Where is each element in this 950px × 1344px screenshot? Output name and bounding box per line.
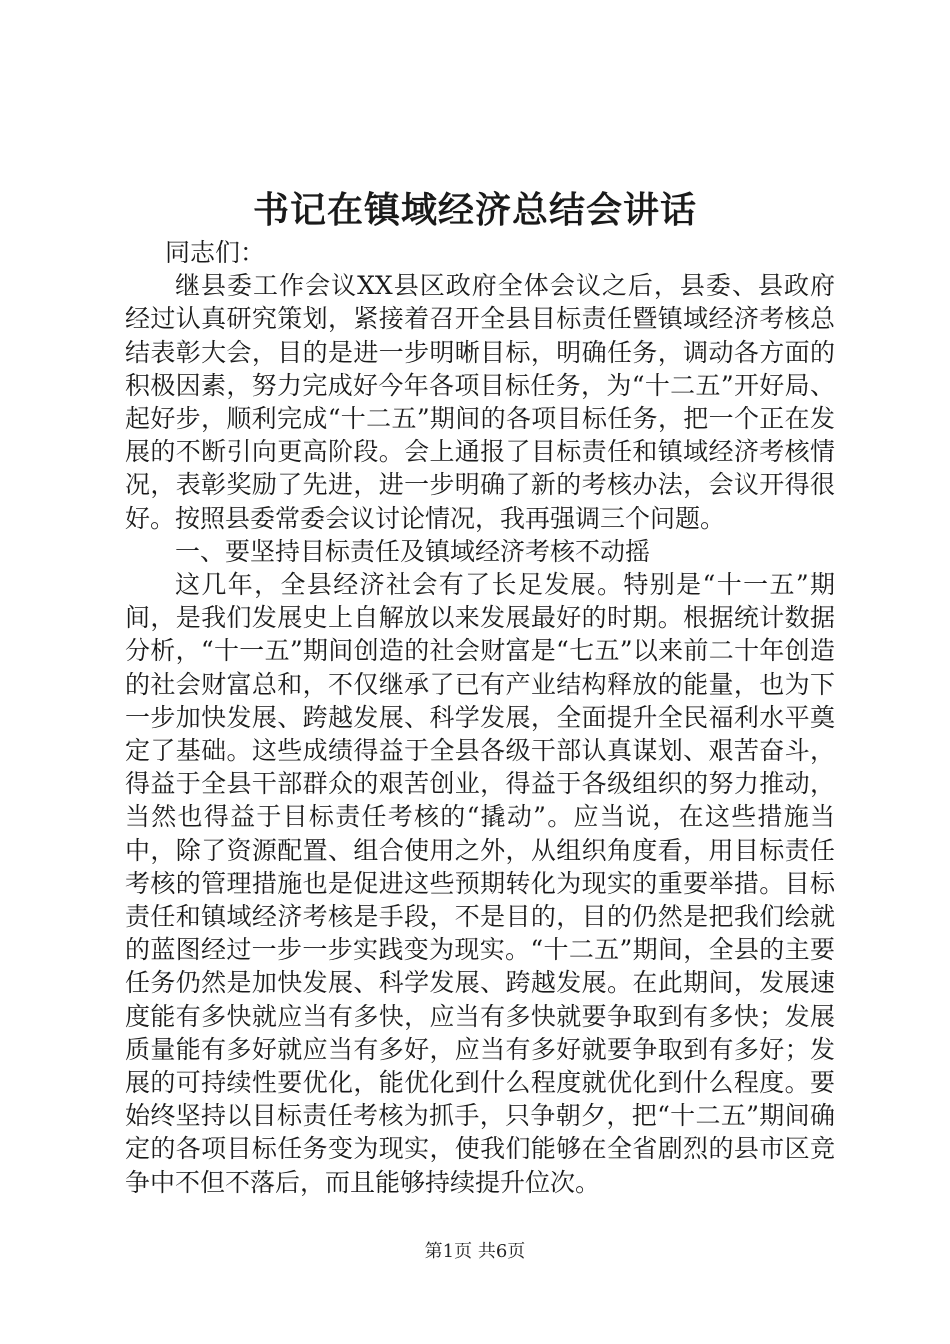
section-paragraph: 这几年，全县经济社会有了长足发展。特别是“十一五”期间，是我们发展史上自解放以来发展最好的时期。根据统计数据分析，“十一五”期间创造的社会财富是“七五”以来前二十年创造的社会财富总和，不仅继承了已有产业结构释放的能量，也为下一步加快发展、跨越发展、科学发展，全面提升全民福利水平奠定了基础。这些成绩得益于全县各级干部认真谋划、艰苦奋斗，得益于全县干部群众的艰苦创业，得益于各级组织的努力推动，当然也得益于目标责任考核的“撬动”。应当说，在这些措施当中，除了资源配置、组合使用之外，从组织角度看，用目标责任考核的管理措施也是促进这些预期转化为现实的重要举措。目标责任和镇域经济考核是手段，不是目的，目的仍然是把我们绘就的蓝图经过一步一步实践变为现实。“十二五”期间，全县的主要任务仍然是加快发展、科学发展、跨越发展。在此期间，发展速度能有多快就应当有多快，应当有多快就要争取到有多快；发展质量能有多好就应当有多好，应当有多好就要争取到有多好；发展的可持续性要优化，能优化到什么程度就优化到什么程度。要始终坚持以目标责任考核为抓手，只争朝夕，把“十二五”期间确定的各项目标任务变为现实，使我们能够在全省剧烈的县市区竞争中不但不落后，而且能够持续提升位次。 [125, 570, 835, 1197]
intro-paragraph: 继县委工作会议XX县区政府全体会议之后，县委、县政府经过认真研究策划，紧接着召开全县目标责任暨镇域经济考核总结表彰大会，目的是进一步明晰目标，明确任务，调动各方面的积极因素，努力完成好今年各项目标任务，为“十二五”开好局、起好步，顺利完成“十二五”期间的各项目标任务，把一个正在发展的不断引向更高阶段。会上通报了目标责任和镇域经济考核情况，表彰奖励了先进，进一步明确了新的考核办法，会议开得很好。按照县委常委会议讨论情况，我再强调三个问题。 [125, 271, 835, 533]
greeting-paragraph: 同志们： [165, 238, 266, 267]
document-title: 书记在镇域经济总结会讲话 [252, 189, 697, 231]
document-body [125, 236, 835, 1199]
page-footer: 第1页 共6页 [424, 1241, 526, 1262]
section-heading: 一、要坚持目标责任及镇域经济考核不动摇 [175, 536, 651, 566]
